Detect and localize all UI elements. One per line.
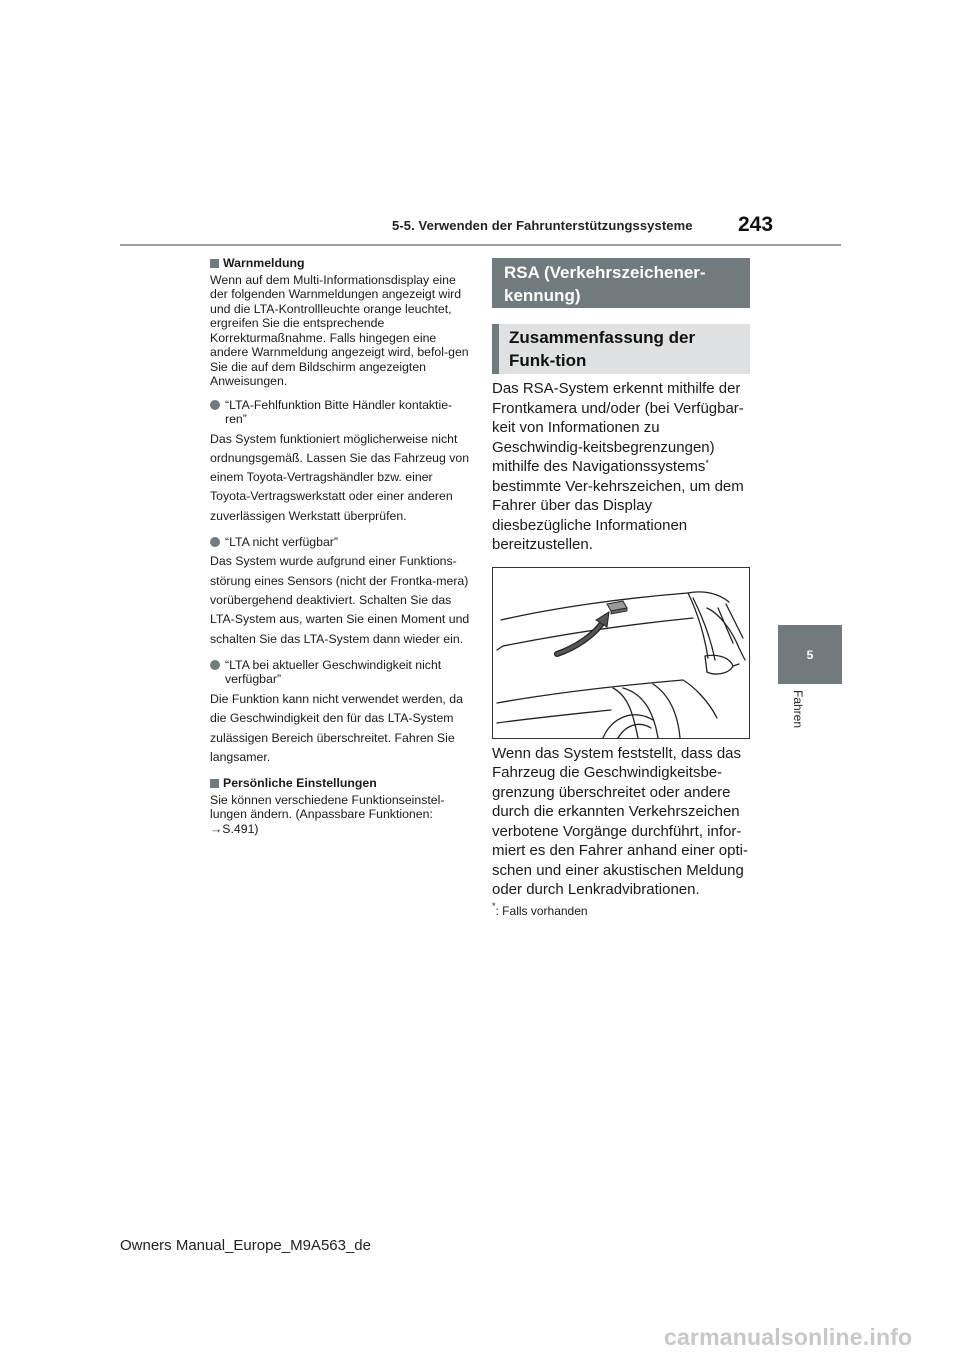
document-id: Owners Manual_Europe_M9A563_de <box>120 1237 371 1254</box>
einstellungen-heading: Persönliche Einstellungen <box>210 776 472 791</box>
warnmeldung-heading: Warnmeldung <box>210 256 472 271</box>
warnmeldung-text: Wenn auf dem Multi-Informationsdisplay eine der folgenden Warnmeldungen angezeigt wird und die LTA-Kontrollleuchte orange leuchtet, ergreifen Sie die entsprechende Korrekturmaßnahme. Falls hingegen eine andere Warnmeldung angezeigt wird, befol-gen Sie die auf dem Bildschirm angezeigten Anweisungen. <box>210 272 469 388</box>
pointer-arrow-icon <box>557 612 609 654</box>
square-bullet-icon <box>210 779 219 788</box>
footnote-marker: * <box>705 458 709 468</box>
message-text: Die Funktion kann nicht verwendet werden, da die Geschwindigkeit den für das LTA-System zulässigen Bereich überschreitet. Fahren Sie langsamer. <box>210 691 463 764</box>
watermark-text: carmanualsonline.info <box>664 1324 913 1350</box>
message-title: “LTA nicht verfügbar” <box>225 534 338 549</box>
einstellungen-text: Sie können verschiedene Funktionseinstel-lungen ändern. (Anpassbare Funktionen: →S.491) <box>210 792 445 836</box>
front-camera-icon <box>607 601 627 614</box>
message-text: Das System wurde aufgrund einer Funktions-störung eines Sensors (nicht der Frontka-mera) vorübergehend deaktiviert. Schalten Sie das LTA-System aus, warten Sie einen Moment und schalten Sie das LTA-System dann wieder ein. <box>210 554 470 646</box>
message-item <box>210 398 472 427</box>
section-header-title: 5-5. Verwenden der Fahrunterstützungssysteme <box>392 218 693 233</box>
footnote-marker: * <box>492 900 496 911</box>
message-item <box>210 535 472 550</box>
subsection-heading-box: Zusammenfassung der Funk-tion <box>492 324 750 374</box>
page-number: 243 <box>738 213 774 236</box>
message-text: Das System funktioniert möglicherweise nicht ordnungsgemäß. Lassen Sie das Fahrzeug von einem Toyota-Vertragshändler bzw. einer Toyota-Vertragswerkstatt oder einer anderen zuverlässigen Werkstatt überprüfen. <box>210 431 470 523</box>
car-interior-drawing <box>493 568 749 738</box>
windshield-camera-illustration <box>492 567 750 739</box>
round-bullet-icon <box>210 400 220 410</box>
intro-text: Das RSA-System erkennt mithilfe der Frontkamera und/oder (bei Verfügbar-keit von Informationen zu Geschwindig-keitsbegrenzungen) mithilfe des Navigationssystems* bestimmte Ver-kehrszeichen, um dem Fahrer über das Display diesbezügliche Informationen bereitzustellen. <box>492 380 744 553</box>
roof-line <box>501 593 688 620</box>
section-heading-box: RSA (Verkehrszeichener-kennung) <box>492 258 750 308</box>
side-mirror <box>705 655 733 674</box>
round-bullet-icon <box>210 537 220 547</box>
message-title: “LTA-Fehlfunktion Bitte Händler kontaktie-ren” <box>225 397 453 426</box>
footnote: *: Falls vorhanden <box>492 900 588 918</box>
square-bullet-icon <box>210 259 219 268</box>
chapter-name: Fahren <box>791 690 805 729</box>
round-bullet-icon <box>210 660 220 670</box>
message-title: “LTA bei aktueller Geschwindigkeit nicht verfügbar” <box>225 657 442 687</box>
dashboard-line <box>497 680 683 703</box>
after-figure-text: Wenn das System feststellt, dass das Fahrzeug die Geschwindigkeitsbe-grenzung überschreitet oder andere durch die erkannten Verkehrszeichen verbotene Vorgänge durchführt, infor-miert es den Fahrer anhand einer opti-schen und einer akustischen Meldung oder durch Lenkradvibrationen. <box>492 744 748 898</box>
chapter-number: 5 <box>806 647 814 662</box>
chapter-tab[interactable] <box>778 625 842 684</box>
right-column <box>492 258 750 918</box>
message-item <box>210 658 472 687</box>
header-divider <box>120 244 841 246</box>
left-column <box>210 256 472 836</box>
